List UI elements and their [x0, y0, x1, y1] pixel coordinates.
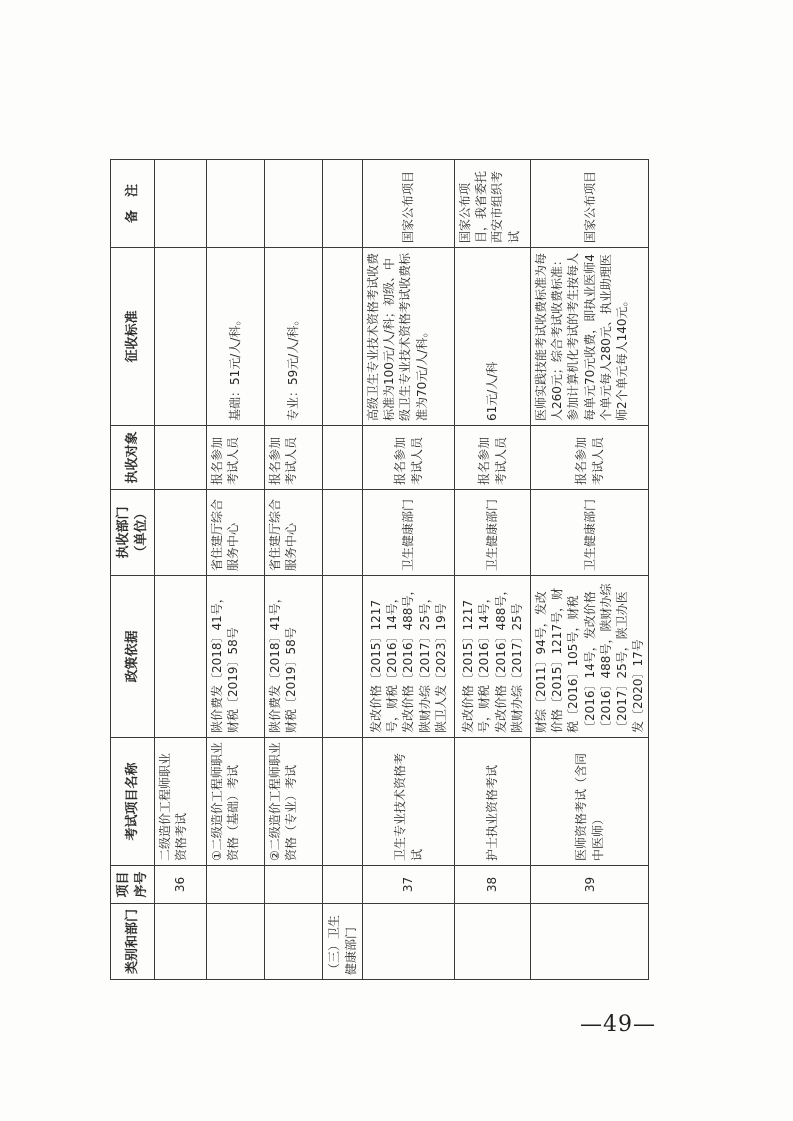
cell-standard: 基础：51元/人/科。: [207, 248, 265, 426]
cell-category: [265, 904, 323, 980]
cell-remark: 国家公布项目，我省委托西安市组织考试: [455, 160, 531, 248]
cell-basis: 陕价费发〔2018〕41号，财税〔2019〕58号: [207, 576, 265, 738]
cell-remark: [207, 160, 265, 248]
header-dept: 执收部门（单位）: [111, 490, 155, 576]
cell-basis: 发改价格〔2015〕1217号，财税〔2016〕14号，发改价格〔2016〕488号，陕财办综〔2017〕25号，陕卫人发〔2023〕19号: [363, 576, 455, 738]
cell-remark: 国家公布项目: [531, 160, 649, 248]
cell-name: 二级造价工程师职业资格考试: [155, 738, 207, 866]
fee-standard-table: [110, 159, 649, 980]
cell-name: 护士执业资格考试: [455, 738, 531, 866]
cell-basis: 财综〔2011〕94号，发改价格〔2015〕1217号，财税〔2016〕105号，财税〔2016〕14号，发改价格〔2016〕488号，陕财办综〔2017〕25号，陕卫办医发〔2020〕17号: [531, 576, 649, 738]
cell-seq: [207, 866, 265, 904]
cell-category: [155, 904, 207, 980]
cell-dept: [323, 490, 363, 576]
cell-seq: 39: [531, 866, 649, 904]
cell-dept: 卫生健康部门: [455, 490, 531, 576]
cell-seq: 38: [455, 866, 531, 904]
header-category: 类别和部门: [111, 904, 155, 980]
cell-target: 报名参加考试人员: [265, 426, 323, 490]
cell-seq: 36: [155, 866, 207, 904]
cell-target: 报名参加考试人员: [531, 426, 649, 490]
cell-basis: 发改价格〔2015〕1217号，财税〔2016〕14号，发改价格〔2016〕488号，陕财办综〔2017〕25号: [455, 576, 531, 738]
table-row: [323, 160, 363, 980]
cell-name: [323, 738, 363, 866]
cell-standard: 医师实践技能考试收费标准为每人260元；综合考试收费标准：参加计算机化考试的考生按每人每单元70元收费，即执业医师4个单元每人280元、执业助理医师2个单元每人140元。: [531, 248, 649, 426]
table-row: [531, 160, 649, 980]
header-target: 执收对象: [111, 426, 155, 490]
cell-standard: 高级卫生专业技术资格考试收费标准为100元/人/科；初级、中级卫生专业技术资格考试收费标准为70元/人/科。: [363, 248, 455, 426]
header-row: [111, 160, 155, 980]
cell-dept: 卫生健康部门: [363, 490, 455, 576]
cell-basis: 陕价费发〔2018〕41号，财税〔2019〕58号: [265, 576, 323, 738]
cell-target: 报名参加考试人员: [207, 426, 265, 490]
table-row: [363, 160, 455, 980]
cell-remark: [323, 160, 363, 248]
cell-seq: [265, 866, 323, 904]
cell-name: ②二级造价工程师职业资格（专业）考试: [265, 738, 323, 866]
header-standard: 征收标准: [111, 248, 155, 426]
cell-category: [207, 904, 265, 980]
cell-target: 报名参加考试人员: [363, 426, 455, 490]
cell-category: [363, 904, 455, 980]
rotated-table-wrapper: [110, 160, 646, 980]
cell-basis: [323, 576, 363, 738]
cell-category: [531, 904, 649, 980]
cell-standard: [323, 248, 363, 426]
cell-basis: [155, 576, 207, 738]
page-number: —49—: [580, 1012, 656, 1037]
cell-name: 医师资格考试（含同中医师）: [531, 738, 649, 866]
cell-standard: 专业：59元/人/科。: [265, 248, 323, 426]
cell-dept: 卫生健康部门: [531, 490, 649, 576]
cell-target: [155, 426, 207, 490]
cell-remark: 国家公布项目: [363, 160, 455, 248]
cell-category: [455, 904, 531, 980]
header-seq: 项目序号: [111, 866, 155, 904]
cell-remark: [155, 160, 207, 248]
header-remark: 备 注: [111, 160, 155, 248]
cell-category: （三）卫生健康部门: [323, 904, 363, 980]
cell-standard: [155, 248, 207, 426]
cell-target: [323, 426, 363, 490]
table-row: [155, 160, 207, 980]
cell-seq: [323, 866, 363, 904]
cell-standard: 61元/人/科: [455, 248, 531, 426]
table-row: [265, 160, 323, 980]
cell-remark: [265, 160, 323, 248]
cell-dept: 省住建厅综合服务中心: [265, 490, 323, 576]
cell-target: 报名参加考试人员: [455, 426, 531, 490]
header-basis: 政策依据: [111, 576, 155, 738]
cell-dept: [155, 490, 207, 576]
cell-seq: 37: [363, 866, 455, 904]
table-row: [207, 160, 265, 980]
cell-dept: 省住建厅综合服务中心: [207, 490, 265, 576]
table-row: [455, 160, 531, 980]
cell-name: 卫生专业技术资格考试: [363, 738, 455, 866]
cell-name: ①二级造价工程师职业资格（基础）考试: [207, 738, 265, 866]
header-name: 考试项目名称: [111, 738, 155, 866]
